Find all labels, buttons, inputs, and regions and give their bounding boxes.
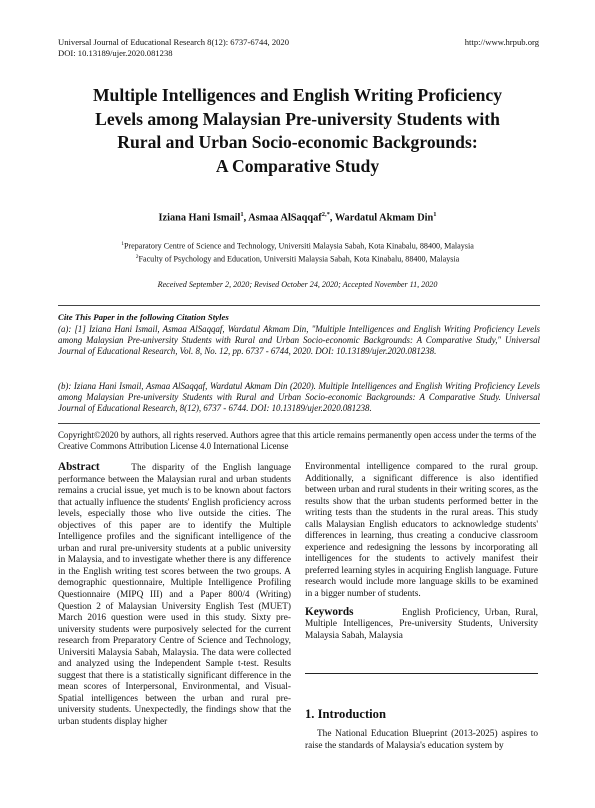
column-divider	[305, 673, 538, 674]
title-line: Rural and Urban Socio-economic Backgrounds:	[117, 132, 478, 152]
section-heading: 1. Introduction	[305, 707, 386, 721]
affiliations	[40, 239, 555, 266]
author-list: Iziana Hani Ismail$^1$, Asmaa AlSaqqaf$^{2,*}$, Wardatul Akmam Din$^1$	[158, 211, 437, 224]
author-affiliation-mark: 2,*	[321, 211, 330, 218]
citation-style-a: (a): [1] Iziana Hani Ismail, Asmaa AlSaqqaf, Wardatul Akmam Din, "Multiple Intelligences and English Writing Proficiency Levels among Malaysian Pre-university Students with Rural and Urban Socio-economic Backgrounds: A Comparative Study," Universal Journal of Educational Research, Vol. 8, No. 12, pp. 6737 - 6744, 2020. DOI: 10.13189/ujer.2020.081238.	[58, 324, 540, 357]
copyright-notice: Copyright©2020 by authors, all rights reserved. Authors agree that this article remains permanently open access under the terms of the Creative Commons Attribution License 4.0 International License	[58, 430, 537, 452]
abstract-label: Abstract	[58, 461, 100, 473]
left-column	[58, 462, 291, 729]
author-name: Asmaa AlSaqqaf	[248, 212, 322, 224]
publication-dates: Received September 2, 2020; Revised October 24, 2020; Accepted November 11, 2020	[157, 280, 438, 289]
keywords-label: Keywords	[305, 605, 354, 618]
journal-url[interactable]: http://www.hrpub.org	[464, 37, 539, 47]
abstract-paragraph	[58, 462, 291, 729]
affiliation	[40, 239, 555, 252]
keywords-paragraph	[305, 607, 538, 643]
title-line: Multiple Intelligences and English Writing Proficiency	[92, 85, 503, 105]
intro-text: The National Education Blueprint (2013-2025) aspires to raise the standards of Malaysia's education system by	[305, 729, 538, 751]
journal-citation: Universal Journal of Educational Research 8(12): 6737-6744, 2020	[58, 37, 290, 47]
title-line: A Comparative Study	[215, 155, 380, 176]
author-name: Wardatul Akmam Din	[334, 212, 434, 224]
divider	[58, 423, 540, 424]
intro-paragraph	[305, 729, 538, 752]
title-line: Levels among Malaysian Pre-university Students with	[95, 108, 500, 129]
author-affiliation-mark: 1	[240, 211, 244, 218]
paper-title	[40, 84, 555, 178]
affiliation-mark: 2	[135, 254, 139, 261]
citation-heading: Cite This Paper in the following Citation Styles	[58, 312, 229, 322]
affiliation-mark: 1	[121, 241, 124, 247]
doi: DOI: 10.13189/ujer.2020.081238	[58, 48, 173, 58]
author-affiliation-mark: 1	[433, 211, 437, 218]
keywords-text: English Proficiency, Urban, Rural, Multiple Intelligences, Pre-university Students, University Malaysia Sabah, Malaysia	[305, 607, 538, 641]
affiliation	[40, 252, 555, 265]
running-header	[58, 37, 289, 59]
right-column	[305, 462, 538, 642]
abstract-continued: Environmental intelligence compared to the rural group. Additionally, a significant difference is also identified between urban and rural students in their writing scores, as the results show that the urban students performed better in the writing tests than the students in the rural areas. This study calls Malaysian English educators to acknowledge students' differences in learning, thus creating a conducive classroom experience and redesigning the lessons by incorporating all intelligences for the students to actively manifest their preferred learning styles in acquiring English language. Future research would include more language skills to be examined in a bigger number of students.	[305, 462, 538, 600]
citation-style-b: (b): Iziana Hani Ismail, Asmaa AlSaqqaf, Wardatul Akmam Din (2020). Multiple Intelligences and English Writing Proficiency Levels among Malaysian Pre-university Students with Rural and Urban Socio-economic Backgrounds: A Comparative Study. Universal Journal of Educational Research, 8(12), 6737 - 6744. DOI: 10.13189/ujer.2020.081238.	[58, 381, 540, 414]
divider	[58, 305, 540, 306]
author-name: Iziana Hani Ismail	[158, 212, 241, 224]
affiliation-text: Preparatory Centre of Science and Technology, Universiti Malaysia Sabah, Kota Kinabalu, 88400, Malaysia	[123, 241, 474, 251]
affiliation-text: Faculty of Psychology and Education, Universiti Malaysia Sabah, Kota Kinabalu, 88400, Malaysia	[138, 255, 460, 265]
abstract-text: The disparity of the English language performance between the Malaysian rural and urban students remains a crucial issue, yet much is to be known about factors that actually influence the students' English proficiency across levels, especially those who live outside the cities. The objectives of this paper are to identify the Multiple Intelligence profiles and the significant intelligence of the urban and rural pre-university students at a public university in Malaysia, and to investigate whether there is any difference in the English writing test scores between the two groups. A demographic questionnaire, Multiple Intelligence Profiling Questionnaire (MIPQ III) and a Paper 800/4 (Writing) Question 2 of Malaysian University English Test (MUET) March 2016 question were used in this study. Sixty pre-university students were purposively selected for the current research from Preparatory Centre of Science and Technology, Universiti Malaysia Sabah, Malaysia. The data were collected and analyzed using the Independent Sample t-test. Results suggest that there is a statistically significant difference in the mean scores of Interpersonal, Environmental, and Visual-Spatial intelligences between the urban and rural pre-university students. Unexpectedly, the findings show that the urban students display higher	[58, 463, 291, 728]
